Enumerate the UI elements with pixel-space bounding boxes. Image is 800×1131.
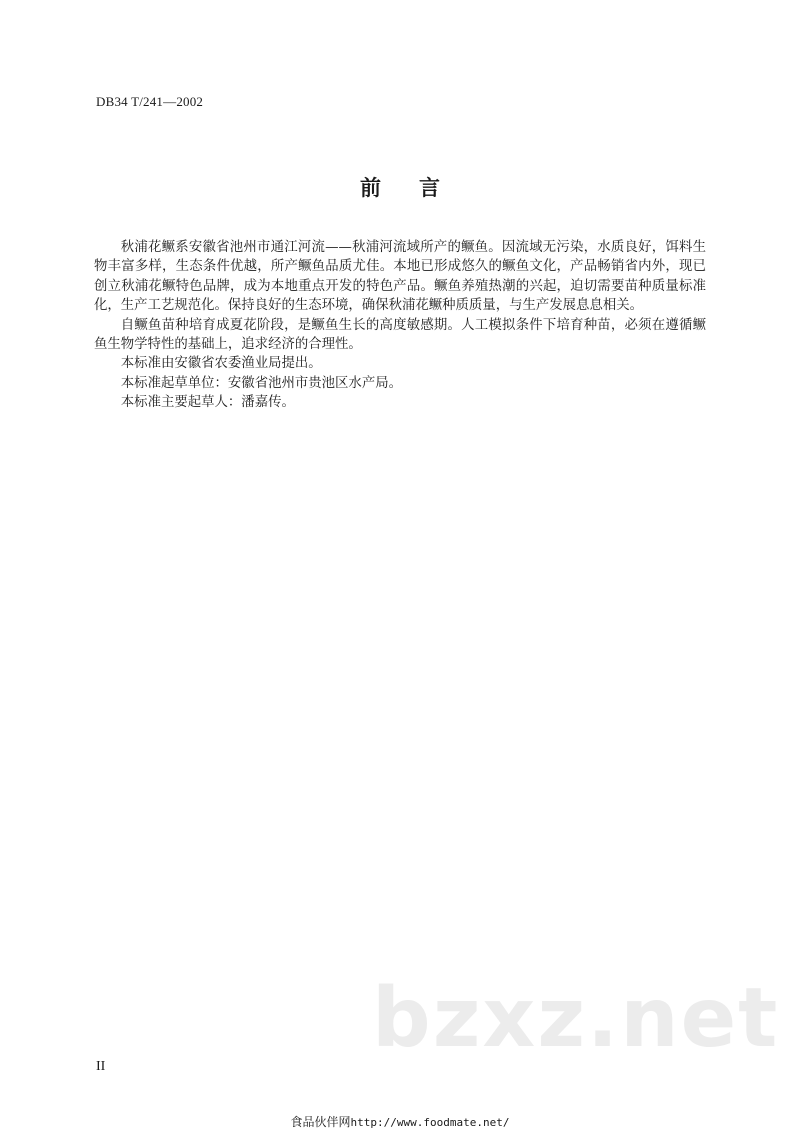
paragraph-drafter: 本标准主要起草人：潘嘉传。 xyxy=(120,395,295,411)
footer xyxy=(0,1113,800,1130)
paragraph-drafting-unit: 本标准起草单位：安徽省池州市贵池区水产局。 xyxy=(120,375,402,391)
footer-site-name: 食品伙伴网 xyxy=(290,1115,351,1129)
page-title: 前言 xyxy=(360,176,478,200)
watermark: bzxz.net xyxy=(372,971,780,1066)
foreword-body xyxy=(94,238,706,413)
footer-url[interactable]: http://www.foodmate.net/ xyxy=(350,1116,510,1129)
standard-code: DB34 T/241—2002 xyxy=(96,94,204,109)
paragraph-proposer: 本标准由安徽省农委渔业局提出。 xyxy=(120,356,322,372)
page-number: II xyxy=(96,1059,106,1074)
paragraph-background: 秋浦花鳜系安徽省池州市通江河流——秋浦河流域所产的鳜鱼。因流域无污染，水质良好，饵料生物丰富多样，生态条件优越，所产鳜鱼品质尤佳。本地已形成悠久的鳜鱼文化，产品畅销省内外，现已创立秋浦花鳜特色品牌，成为本地重点开发的特色产品。鳜鱼养殖热潮的兴起，迫切需要苗种质量标准化，生产工艺规范化。保持良好的生态环境，确保秋浦花鳜种质质量，与生产发展息息相关。 xyxy=(94,240,706,314)
paragraph-fry-rearing: 自鳜鱼苗种培育成夏花阶段，是鳜鱼生长的高度敏感期。人工模拟条件下培育种苗，必须在遵循鳜鱼生物学特性的基础上，追求经济的合理性。 xyxy=(94,317,706,353)
